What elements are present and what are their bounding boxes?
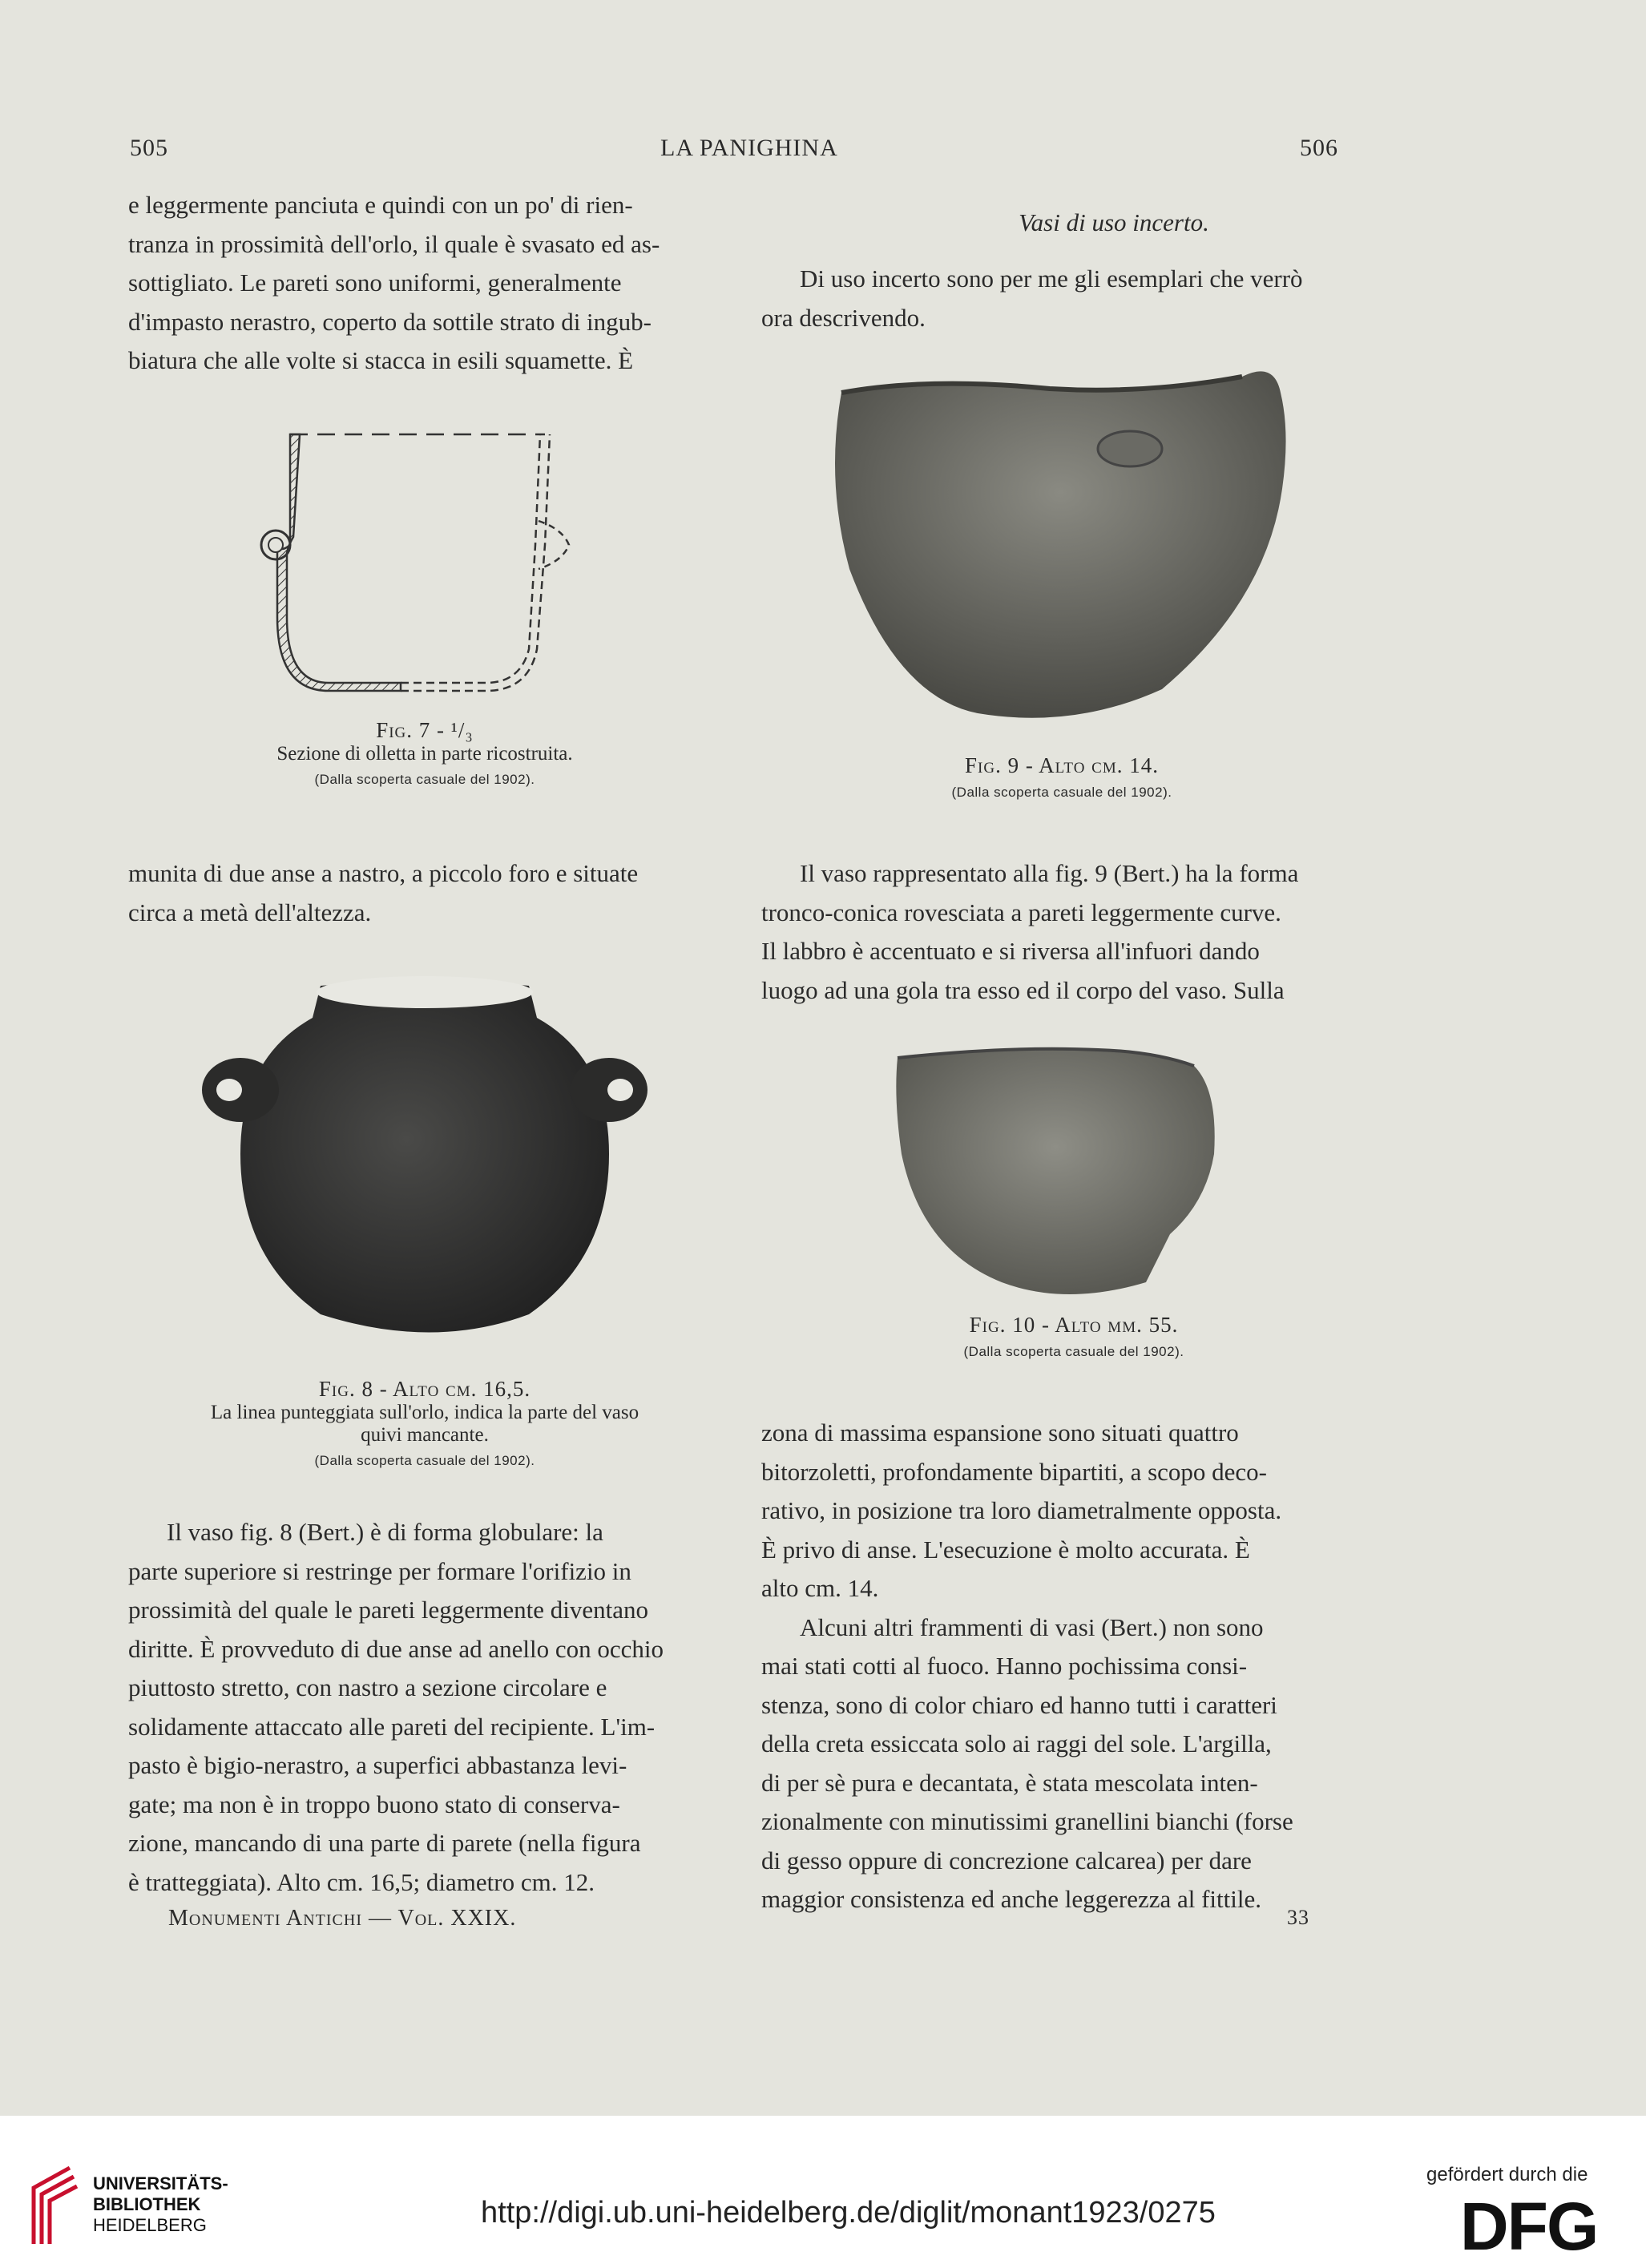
text-line: mai stati cotti al fuoco. Hanno pochissima consi- [761, 1652, 1248, 1680]
right-col-top [761, 260, 1346, 337]
fig8-label: Fig. 8 - Alto cm. 16,5. [318, 1377, 531, 1401]
page-number-left: 505 [130, 135, 168, 161]
text-line: diritte. È provveduto di due anse ad anello con occhio [128, 1634, 664, 1663]
fig10-fragment-photo [890, 1042, 1226, 1298]
text-line: sottigliato. Le pareti sono uniformi, generalmente [128, 268, 622, 297]
text-line: di per sè pura e decantata, è stata mescolata inten- [761, 1768, 1258, 1797]
text-line: tronco-conica rovesciata a pareti leggermente curve. [761, 898, 1281, 926]
fig8-caption [176, 1377, 673, 1469]
library-logo-icon [26, 2164, 82, 2252]
text-line: della creta essiccata solo ai raggi del sole. L'argilla, [761, 1729, 1272, 1757]
text-line: Alcuni altri frammenti di vasi (Bert.) non sono [800, 1612, 1264, 1641]
text-line: Il vaso fig. 8 (Bert.) è di forma globulare: la [167, 1518, 603, 1546]
fig9-label: Fig. 9 - Alto cm. 14. [965, 753, 1159, 777]
page-number-right: 506 [1300, 135, 1338, 161]
fig10-source: (Dalla scoperta casuale del 1902). [963, 1344, 1184, 1359]
fig10-caption [906, 1313, 1242, 1360]
fig9-caption [825, 753, 1298, 801]
section-heading: Vasi di uso incerto. [1019, 208, 1209, 236]
library-name-line: HEIDELBERG [93, 2215, 207, 2235]
text-line: piuttosto stretto, con nastro a sezione circolare e [128, 1673, 607, 1701]
signature-number: 33 [1287, 1906, 1309, 1929]
left-col-mid [128, 854, 721, 932]
text-line: d'impasto nerastro, coperto da sottile strato di ingub- [128, 307, 652, 336]
library-name [93, 2173, 228, 2236]
text-line: zione, mancando di una parte di parete (nella figura [128, 1829, 641, 1857]
text-line: rativo, in posizione tra loro diametralmente opposta. [761, 1496, 1282, 1524]
text-line: stenza, sono di color chiaro ed hanno tutti i caratteri [761, 1690, 1277, 1719]
text-line: solidamente attaccato alle pareti del recipiente. L'im- [128, 1712, 656, 1741]
text-line: gate; ma non è in troppo buono stato di conserva- [128, 1790, 620, 1818]
series-footer: Monumenti Antichi — Vol. XXIX. [168, 1906, 517, 1931]
text-line: Il vaso rappresentato alla fig. 9 (Bert.) ha la forma [800, 859, 1299, 887]
text-line: tranza in prossimità dell'orlo, il quale è svasato ed as- [128, 229, 660, 258]
text-line: biatura che alle volte si stacca in esili squamette. È [128, 346, 634, 374]
text-line: maggior consistenza ed anche leggerezza al fittile. [761, 1885, 1261, 1913]
right-col-bottom [761, 1414, 1346, 1919]
funding-note: gefördert durch die [1426, 2164, 1588, 2185]
fig7-caption [208, 718, 641, 788]
text-line: circa a metà dell'altezza. [128, 898, 372, 926]
library-name-line: BIBLIOTHEK [93, 2194, 201, 2214]
fig7-section-drawing [248, 425, 601, 697]
library-name-line: UNIVERSITÄTS- [93, 2173, 228, 2193]
text-line: munita di due anse a nastro, a piccolo foro e situate [128, 859, 639, 887]
text-line: Il labbro è accentuato e si riversa all'infuori dando [761, 937, 1260, 965]
text-line: Di uso incerto sono per me gli esemplari che verrò [800, 264, 1303, 293]
text-line: alto cm. 14. [761, 1574, 879, 1602]
fig8-vessel-photo [192, 970, 657, 1354]
text-line: zionalmente con minutissimi granellini bianchi (forse [761, 1807, 1293, 1835]
text-line: È privo di anse. L'esecuzione è molto accurata. È [761, 1535, 1250, 1564]
left-col-bottom [128, 1513, 721, 1902]
fig7-source: (Dalla scoperta casuale del 1902). [314, 772, 535, 787]
fig9-source: (Dalla scoperta casuale del 1902). [951, 785, 1172, 800]
text-line: è tratteggiata). Alto cm. 16,5; diametro cm. 12. [128, 1867, 595, 1896]
fig9-vessel-photo [809, 361, 1298, 729]
text-line: di gesso oppure di concrezione calcarea) per dare [761, 1846, 1252, 1875]
fig8-description: La linea punteggiata sull'orlo, indica la parte del vaso quivi mancante. [210, 1402, 639, 1446]
running-title: LA PANIGHINA [660, 135, 838, 161]
fig8-source: (Dalla scoperta casuale del 1902). [314, 1453, 535, 1468]
permalink-url[interactable]: http://digi.ub.uni-heidelberg.de/diglit/monant1923/0275 [481, 2196, 1216, 2230]
fig7-label: Fig. 7 - ¹/₃ [376, 718, 474, 742]
text-line: prossimità del quale le pareti leggermente diventano [128, 1596, 649, 1624]
fig10-label: Fig. 10 - Alto mm. 55. [969, 1313, 1179, 1337]
right-col-mid [761, 854, 1346, 1010]
fig7-description: Sezione di olletta in parte ricostruita. [276, 743, 573, 765]
text-line: bitorzoletti, profondamente bipartiti, a scopo deco- [761, 1457, 1267, 1486]
text-line: zona di massima espansione sono situati quattro [761, 1419, 1239, 1447]
left-col-top [128, 186, 721, 381]
text-line: e leggermente panciuta e quindi con un po' di rien- [128, 191, 633, 219]
dfg-logo: DFG [1460, 2189, 1598, 2264]
text-line: luogo ad una gola tra esso ed il corpo del vaso. Sulla [761, 975, 1285, 1004]
text-line: ora descrivendo. [761, 303, 926, 332]
digitization-banner [0, 2116, 1646, 2268]
text-line: pasto è bigio-nerastro, a superfici abbastanza levi- [128, 1751, 627, 1779]
text-line: parte superiore si restringe per formare l'orifizio in [128, 1556, 631, 1585]
